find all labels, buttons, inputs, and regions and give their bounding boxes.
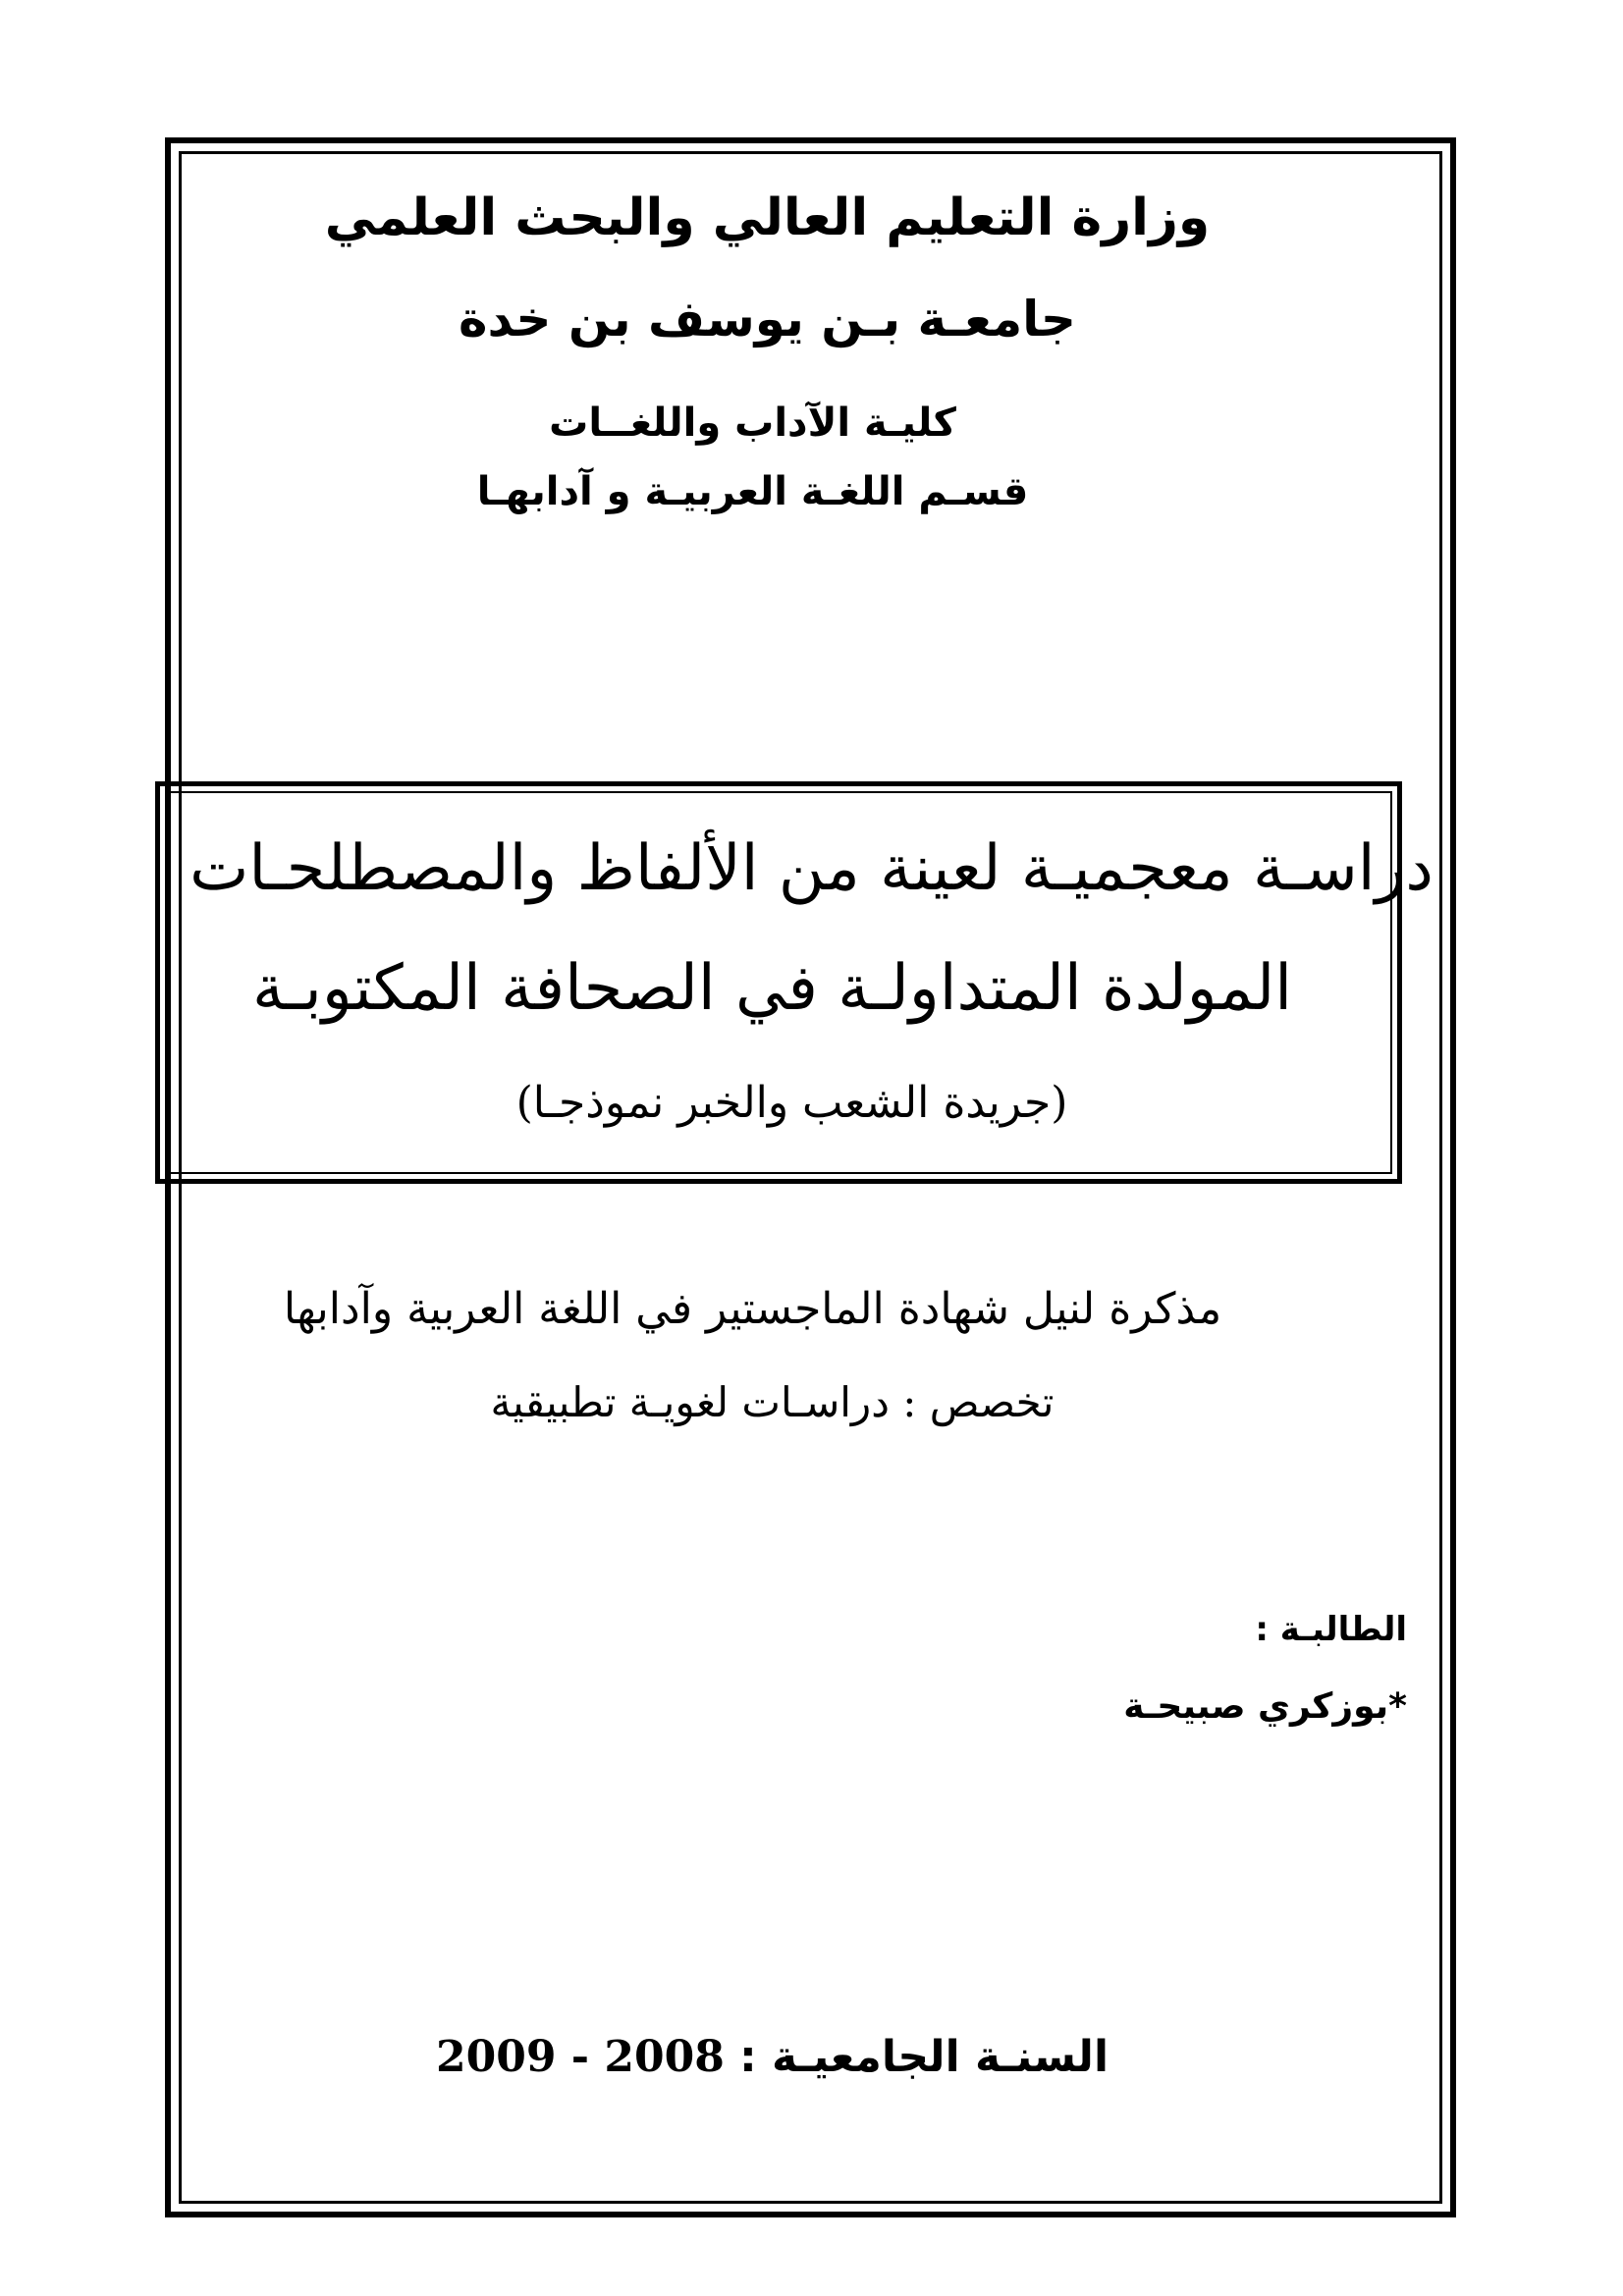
thesis-specialty: تخصص : دراسـات لغويـة تطبيقية: [490, 1378, 1055, 1426]
student-label: الطالبـة :: [1255, 1610, 1407, 1649]
academic-year-label: السنـة الجامعيـة :: [739, 2032, 1109, 2082]
thesis-title-line-1: دراسـة معجميـة لعينة من الألفاظ والمصطلحـات: [189, 832, 1434, 905]
thesis-title-line-3: (جريدة الشعب والخبر نموذجـا): [515, 1078, 1068, 1128]
ministry-heading: وزارة التعليم العالي والبحث العلمي: [324, 188, 1211, 247]
faculty-heading: كليـة الآداب واللغــات: [549, 400, 956, 446]
thesis-purpose: مذكرة لنيل شهادة الماجستير في اللغة العربية وآدابها: [283, 1284, 1222, 1334]
thesis-title-line-2: المولدة المتداولـة في الصحافة المكتوبـة: [251, 952, 1293, 1025]
academic-year: [0, 2032, 1623, 2082]
academic-year-value: 2008 - 2009: [435, 2032, 725, 2082]
university-heading: جامعـة بـن يوسف بن خدة: [459, 291, 1076, 347]
student-name: *بوزكري صبيحـة: [1123, 1686, 1407, 1727]
department-heading: قسـم اللغـة العربيـة و آدابهـا: [476, 469, 1029, 514]
